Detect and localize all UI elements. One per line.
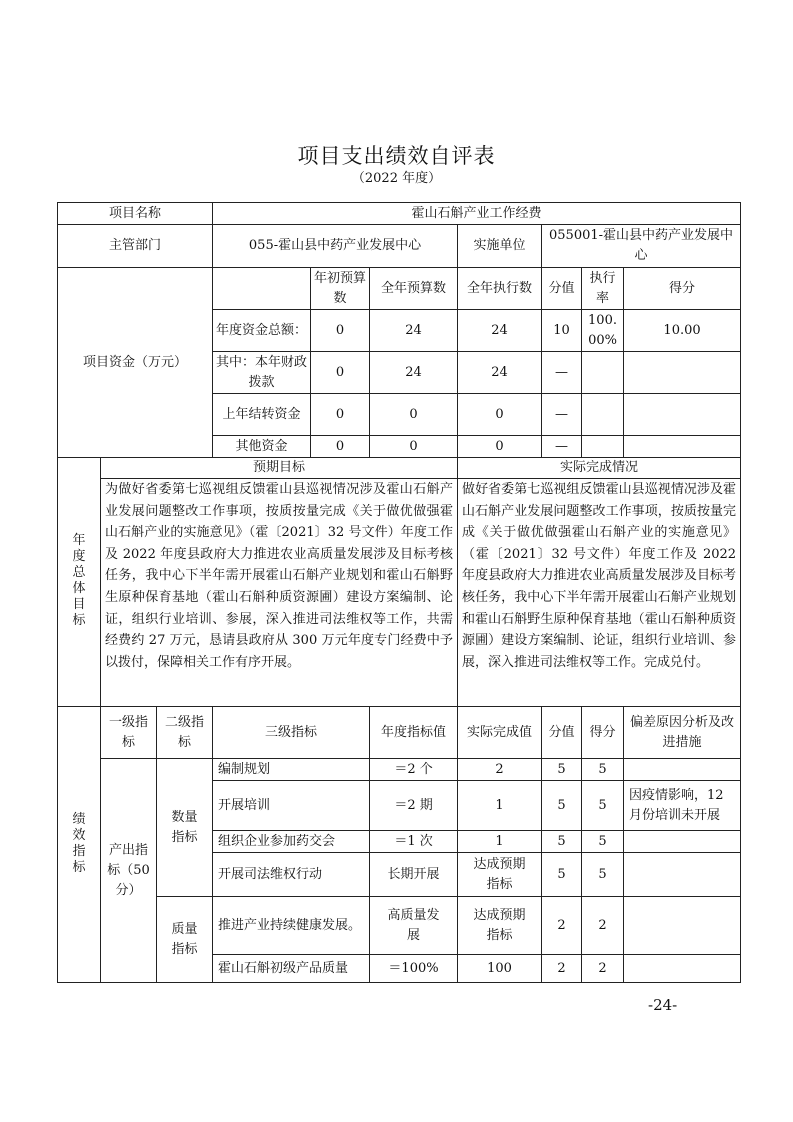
funds-row-score-value: 10 — [542, 310, 582, 352]
funds-row-executed: 24 — [458, 352, 542, 394]
perf-row-target: ＝1 次 — [370, 831, 458, 853]
perf-header-level1: 一级指标 — [101, 707, 157, 759]
dept-value: 055-霍山县中药产业发展中心 — [213, 225, 458, 268]
funds-row-initial: 0 — [311, 310, 370, 352]
perf-header-level2: 二级指标 — [157, 707, 213, 759]
perf-header-target: 年度指标值 — [370, 707, 458, 759]
perf-row-score-value: 5 — [542, 853, 582, 897]
funds-row-name: 上年结转资金 — [213, 394, 311, 436]
perf-row-actual: 达成预期指标 — [458, 897, 542, 955]
perf-row-note — [624, 955, 741, 983]
goals-label: 年度总体目标 — [58, 458, 101, 707]
page-title: 项目支出绩效自评表 — [297, 144, 496, 168]
perf-quantity-label: 数量指标 — [157, 759, 213, 897]
funds-row-budget: 24 — [370, 352, 458, 394]
perf-header-level3: 三级指标 — [213, 707, 370, 759]
funds-label: 项目资金（万元） — [58, 268, 213, 458]
funds-row-rate — [582, 394, 624, 436]
performance-label: 绩效指标 — [58, 707, 101, 983]
funds-row-score — [624, 352, 741, 394]
goals-expected-header: 预期目标 — [101, 458, 458, 479]
perf-header-note: 偏差原因分析及改进措施 — [624, 707, 741, 759]
funds-row-rate — [582, 436, 624, 458]
funds-row-score-value: — — [542, 394, 582, 436]
page-subtitle: （2022 年度） — [351, 171, 442, 186]
perf-level1: 产出指标（50分） — [101, 759, 157, 983]
perf-header-score: 得分 — [582, 707, 624, 759]
project-name: 霍山石斛产业工作经费 — [213, 203, 741, 225]
funds-header-initial: 年初预算数 — [311, 268, 370, 310]
perf-row-score: 5 — [582, 853, 624, 897]
funds-header-score: 得分 — [624, 268, 741, 310]
funds-header-executed: 全年执行数 — [458, 268, 542, 310]
funds-row-initial: 0 — [311, 352, 370, 394]
perf-header-score-value: 分值 — [542, 707, 582, 759]
project-name-label: 项目名称 — [58, 203, 213, 225]
perf-quality-label: 质量指标 — [157, 897, 213, 983]
goals-expected-text: 为做好省委第七巡视组反馈霍山县巡视情况涉及霍山石斛产业发展问题整改工作事项，按质按量完成《关于做优做强霍山石斛产业的实施意见》（霍〔2021〕32 号文件）年度工作及 2022 年度县政府大力推进农业高质量发展涉及目标考核任务，我中心下半年需开展霍山石斛产业规划和霍山石斛野生原种保育基地（霍山石斛种质资源圃）建设方案编制、论证，组织行业培训、参展，深入推进司法维权等工作，共需经费约 27 万元，恳请县政府从 300 万元年度专门经费中予以拨付，保障相关工作有序开展。 — [101, 479, 458, 707]
perf-row-score-value: 5 — [542, 781, 582, 831]
funds-row-score — [624, 394, 741, 436]
funds-row-score-value: — — [542, 436, 582, 458]
perf-row-score: 5 — [582, 759, 624, 781]
perf-row-note — [624, 831, 741, 853]
funds-row-name: 其中：本年财政拨款 — [213, 352, 311, 394]
perf-row-target: ＝2 期 — [370, 781, 458, 831]
perf-row-actual: 100 — [458, 955, 542, 983]
dept-label: 主管部门 — [58, 225, 213, 268]
perf-row-actual: 达成预期指标 — [458, 853, 542, 897]
goals-actual-text: 做好省委第七巡视组反馈霍山县巡视情况涉及霍山石斛产业发展问题整改工作事项，按质按量完成《关于做优做强霍山石斛产业的实施意见》（霍〔2021〕32 号文件）年度工作及 2022 年度县政府大力推进农业高质量发展涉及目标考核任务，我中心下半年需开展霍山石斛产业规划和霍山石斛野生原种保育基地（霍山石斛种质资源圃）建设方案编制、论证，组织行业培训、参展，深入推进司法维权等工作。完成兑付。 — [458, 479, 741, 707]
page-number: -24- — [648, 996, 678, 1014]
perf-row-name: 组织企业参加药交会 — [213, 831, 370, 853]
perf-row-note — [624, 853, 741, 897]
funds-row-score-value: — — [542, 352, 582, 394]
perf-row-note — [624, 759, 741, 781]
perf-row-target: 高质量发展 — [370, 897, 458, 955]
perf-row-score-value: 5 — [542, 759, 582, 781]
perf-row-name: 推进产业持续健康发展。 — [213, 897, 370, 955]
perf-row-target: ＝100% — [370, 955, 458, 983]
funds-row-budget: 0 — [370, 436, 458, 458]
perf-row-actual: 1 — [458, 781, 542, 831]
funds-row-executed: 24 — [458, 310, 542, 352]
perf-header-actual: 实际完成值 — [458, 707, 542, 759]
goals-actual-header: 实际完成情况 — [458, 458, 741, 479]
funds-row-name: 年度资金总额： — [213, 310, 311, 352]
funds-row-score — [624, 436, 741, 458]
perf-row-target: ＝2 个 — [370, 759, 458, 781]
impl-value: 055001-霍山县中药产业发展中心 — [542, 225, 741, 268]
perf-row-score-value: 2 — [542, 955, 582, 983]
perf-row-name: 编制规划 — [213, 759, 370, 781]
funds-header-score-value: 分值 — [542, 268, 582, 310]
funds-row-executed: 0 — [458, 394, 542, 436]
perf-row-name: 开展培训 — [213, 781, 370, 831]
funds-row-initial: 0 — [311, 436, 370, 458]
perf-row-score-value: 2 — [542, 897, 582, 955]
perf-row-name: 霍山石斛初级产品质量 — [213, 955, 370, 983]
perf-row-note: 因疫情影响，12 月份培训未开展 — [624, 781, 741, 831]
perf-row-score: 2 — [582, 897, 624, 955]
funds-header-blank — [213, 268, 311, 310]
perf-row-score: 5 — [582, 781, 624, 831]
perf-row-target: 长期开展 — [370, 853, 458, 897]
perf-row-score: 5 — [582, 831, 624, 853]
perf-row-actual: 1 — [458, 831, 542, 853]
funds-header-budget: 全年预算数 — [370, 268, 458, 310]
perf-row-score-value: 5 — [542, 831, 582, 853]
funds-header-rate: 执行率 — [582, 268, 624, 310]
funds-row-name: 其他资金 — [213, 436, 311, 458]
perf-row-name: 开展司法维权行动 — [213, 853, 370, 897]
funds-row-initial: 0 — [311, 394, 370, 436]
perf-row-score: 2 — [582, 955, 624, 983]
performance-table — [57, 202, 741, 983]
perf-row-note — [624, 897, 741, 955]
funds-row-budget: 0 — [370, 394, 458, 436]
funds-row-rate: 100.00% — [582, 310, 624, 352]
funds-row-budget: 24 — [370, 310, 458, 352]
funds-row-score: 10.00 — [624, 310, 741, 352]
funds-row-rate — [582, 352, 624, 394]
perf-row-actual: 2 — [458, 759, 542, 781]
funds-row-executed: 0 — [458, 436, 542, 458]
impl-label: 实施单位 — [458, 225, 542, 268]
